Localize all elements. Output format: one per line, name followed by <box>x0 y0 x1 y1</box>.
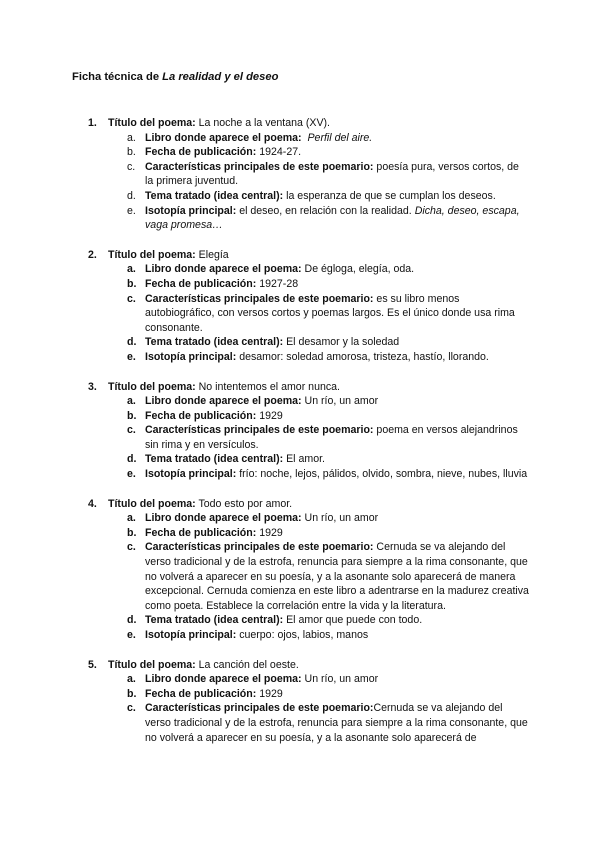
label-libro: Libro donde aparece el poema: <box>145 395 302 408</box>
value-titulo: La noche a la ventana (XV). <box>198 117 330 129</box>
label-libro: Libro donde aparece el poema: <box>145 512 302 525</box>
sub-letter: c. <box>127 541 136 554</box>
label-tema: Tema tratado (idea central): <box>145 336 284 349</box>
value-isotopia: desamor: soledad amorosa, tristeza, hastío, llorando. <box>239 350 489 363</box>
sub-letter: b. <box>127 146 136 159</box>
value-caracteristicas: poema en versos alejandrinos sin rima y en versículos. <box>145 424 518 451</box>
label-tema: Tema tratado (idea central): <box>145 189 284 202</box>
value-titulo: Todo esto por amor. <box>198 497 293 510</box>
label-libro: Libro donde aparece el poema: <box>145 263 302 276</box>
value-tema: El amor. <box>286 453 325 466</box>
sub-letter: a. <box>127 512 136 525</box>
label-titulo: Título del poema: <box>108 380 196 393</box>
value-fecha: 1924-27. <box>259 146 302 159</box>
sub-letter: b. <box>127 409 137 422</box>
value-tema: El amor que puede con todo. <box>286 614 423 627</box>
item-number: 2. <box>88 248 97 261</box>
sub-letter: e. <box>127 629 136 641</box>
label-isotopia: Isotopía principal: <box>145 204 237 217</box>
value-isotopia: el deseo, en relación con la realidad. <box>239 204 412 217</box>
value-fecha: 1927-28 <box>259 277 299 290</box>
label-caracteristicas: Características principales de este poemario: <box>145 160 374 173</box>
sub-letter: c. <box>127 160 136 173</box>
sub-letter: d. <box>127 614 137 627</box>
sub-letter: a. <box>127 263 136 276</box>
sub-letter: e. <box>127 204 136 217</box>
poem-item-1 <box>0 116 600 233</box>
sub-letter: b. <box>127 277 137 290</box>
sub-letter: a. <box>127 131 136 144</box>
label-caracteristicas: Características principales de este poemario: <box>145 541 374 554</box>
sub-letter: d. <box>127 336 137 349</box>
poem-item-2 <box>0 248 600 365</box>
label-titulo: Título del poema: <box>108 248 196 261</box>
poem-item-4 <box>0 497 600 643</box>
value-libro: Un río, un amor <box>304 512 379 525</box>
value-caracteristicas: es su libro menos autobiográfico, con versos cortos y poemas largos. Es el único donde usa rima consonante. <box>145 292 515 334</box>
title-italic: La realidad y el deseo <box>162 71 279 83</box>
value-libro: Un río, un amor <box>304 673 379 686</box>
label-titulo: Título del poema: <box>108 497 196 510</box>
label-caracteristicas: Características principales de este poemario: <box>145 292 374 305</box>
value-titulo: La canción del oeste. <box>198 658 299 671</box>
value-fecha: 1929 <box>259 409 283 422</box>
label-fecha: Fecha de publicación: <box>145 277 257 290</box>
value-tema: El desamor y la soledad <box>286 336 400 349</box>
item-number: 5. <box>88 658 97 671</box>
sub-letter: c. <box>127 424 136 437</box>
value-isotopia: frío: noche, lejos, pálidos, olvido, sombra, nieve, nubes, lluvia <box>239 468 528 481</box>
poem-item-3 <box>0 380 600 482</box>
poem-list <box>0 116 600 760</box>
value-titulo: No intentemos el amor nunca. <box>198 380 340 393</box>
label-fecha: Fecha de publicación: <box>145 409 257 422</box>
value-caracteristicas: Cernuda se va alejando del verso tradicional y de la estrofa, renuncia para siempre a la rima consonante, que no volverá a aparecer en su poesía, y a la asonante solo aparecerá de manera excepcional. Cernuda comienza en este libro a adentrarse en la madurez creativa como poeta. Establece la correlación entre la vida y la literatura. <box>145 541 529 612</box>
value-caracteristicas: Cernuda se va alejando del verso tradicional y de la estrofa, renuncia para siempre a la rima consonante, que no volverá a aparecer en su poesía, y a la asonante solo aparecerá de <box>145 702 528 744</box>
sub-letter: e. <box>127 468 136 481</box>
label-tema: Tema tratado (idea central): <box>145 453 284 466</box>
sub-letter: b. <box>127 526 137 539</box>
value-tema: la esperanza de que se cumplan los deseos. <box>286 189 496 202</box>
value-caracteristicas: poesía pura, versos cortos, de la primera juventud. <box>145 160 519 188</box>
sub-letter: c. <box>127 292 136 305</box>
label-caracteristicas: Características principales de este poemario: <box>145 702 374 715</box>
value-isotopia-italic: Dicha, deseo, escapa, vaga promesa… <box>145 204 520 232</box>
item-number: 4. <box>88 497 97 510</box>
label-tema: Tema tratado (idea central): <box>145 614 284 627</box>
label-titulo: Título del poema: <box>108 117 196 129</box>
label-fecha: Fecha de publicación: <box>145 687 257 700</box>
label-isotopia: Isotopía principal: <box>145 468 237 481</box>
sub-letter: b. <box>127 687 137 700</box>
label-fecha: Fecha de publicación: <box>145 526 257 539</box>
label-titulo: Título del poema: <box>108 658 196 671</box>
label-libro: Libro donde aparece el poema: <box>145 673 302 686</box>
value-libro: Un río, un amor <box>304 395 379 408</box>
value-fecha: 1929 <box>259 687 283 700</box>
sub-letter: a. <box>127 395 136 408</box>
document-title <box>72 71 278 83</box>
label-libro: Libro donde aparece el poema: <box>145 131 302 144</box>
sub-letter: e. <box>127 350 136 363</box>
label-caracteristicas: Características principales de este poemario: <box>145 424 374 437</box>
value-fecha: 1929 <box>259 526 283 539</box>
value-isotopia: cuerpo: ojos, labios, manos <box>239 629 369 641</box>
value-libro: De égloga, elegía, oda. <box>304 263 415 276</box>
poem-item-5 <box>0 658 600 746</box>
sub-letter: d. <box>127 453 137 466</box>
item-number: 3. <box>88 380 97 393</box>
label-isotopia: Isotopía principal: <box>145 629 237 641</box>
sub-letter: c. <box>127 702 136 715</box>
label-fecha: Fecha de publicación: <box>145 146 257 159</box>
title-prefix: Ficha técnica de <box>72 71 163 83</box>
item-number: 1. <box>88 117 97 129</box>
value-titulo: Elegía <box>198 248 229 261</box>
sub-letter: a. <box>127 673 136 686</box>
value-libro: Perfil del aire. <box>307 131 373 144</box>
sub-letter: d. <box>127 189 136 202</box>
label-isotopia: Isotopía principal: <box>145 350 237 363</box>
